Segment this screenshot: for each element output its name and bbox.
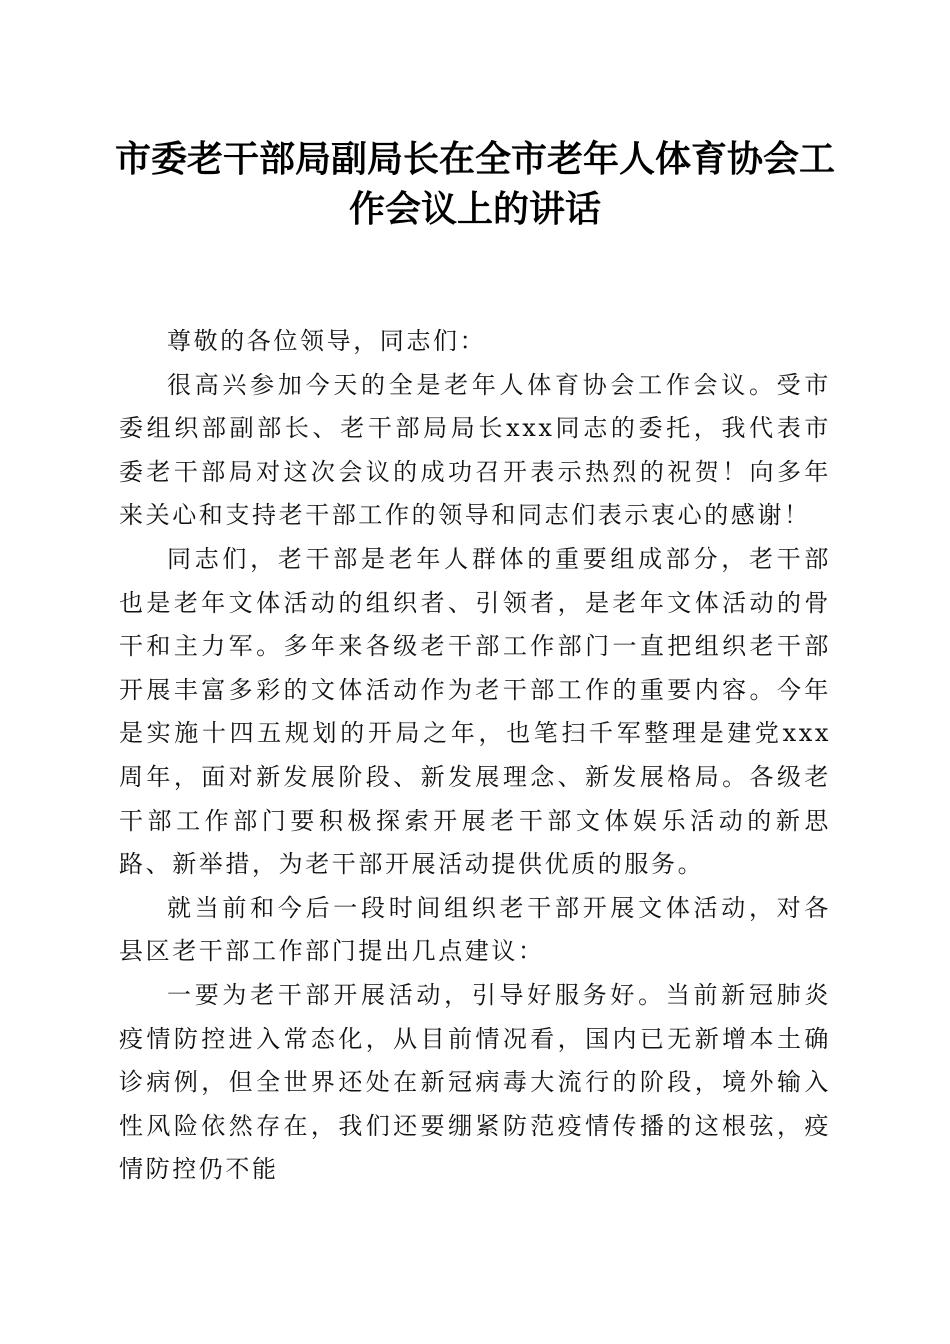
- document-body: [119, 320, 831, 1192]
- document-title: 市委老干部局副局长在全市老年人体育协会工作会议上的讲话: [114, 138, 835, 230]
- paragraph-opening: 很高兴参加今天的全是老年人体育协会工作会议。受市委组织部副部长、老干部局局长xxx同志的委托，我代表市委老干部局对这次会议的成功召开表示热烈的祝贺！向多年来关心和支持老干部工作的领导和同志们表示衷心的感谢！: [119, 370, 831, 530]
- paragraph-suggestion-one: 一要为老干部开展活动，引导好服务好。当前新冠肺炎疫情防控进入常态化，从目前情况看，国内已无新增本土确诊病例，但全世界还处在新冠病毒大流行的阶段，境外输入性风险依然存在，我们还要绷紧防范疫情传播的这根弦，疫情防控仍不能: [119, 980, 831, 1184]
- paragraph-suggestions-intro: 就当前和今后一段时间组织老干部开展文体活动，对各县区老干部工作部门提出几点建议：: [119, 893, 831, 966]
- paragraph-background: 同志们，老干部是老年人群体的重要组成部分，老干部也是老年文体活动的组织者、引领者，是老年文体活动的骨干和主力军。多年来各级老干部工作部门一直把组织老干部开展丰富多彩的文体活动作为老干部工作的重要内容。今年是实施十四五规划的开局之年，也笔扫千军整理是建党xxx周年，面对新发展阶段、新发展理念、新发展格局。各级老干部工作部门要积极探索开展老干部文体娱乐活动的新思路、新举措，为老干部开展活动提供优质的服务。: [119, 544, 831, 879]
- paragraph-greeting: 尊敬的各位领导，同志们：: [167, 327, 487, 355]
